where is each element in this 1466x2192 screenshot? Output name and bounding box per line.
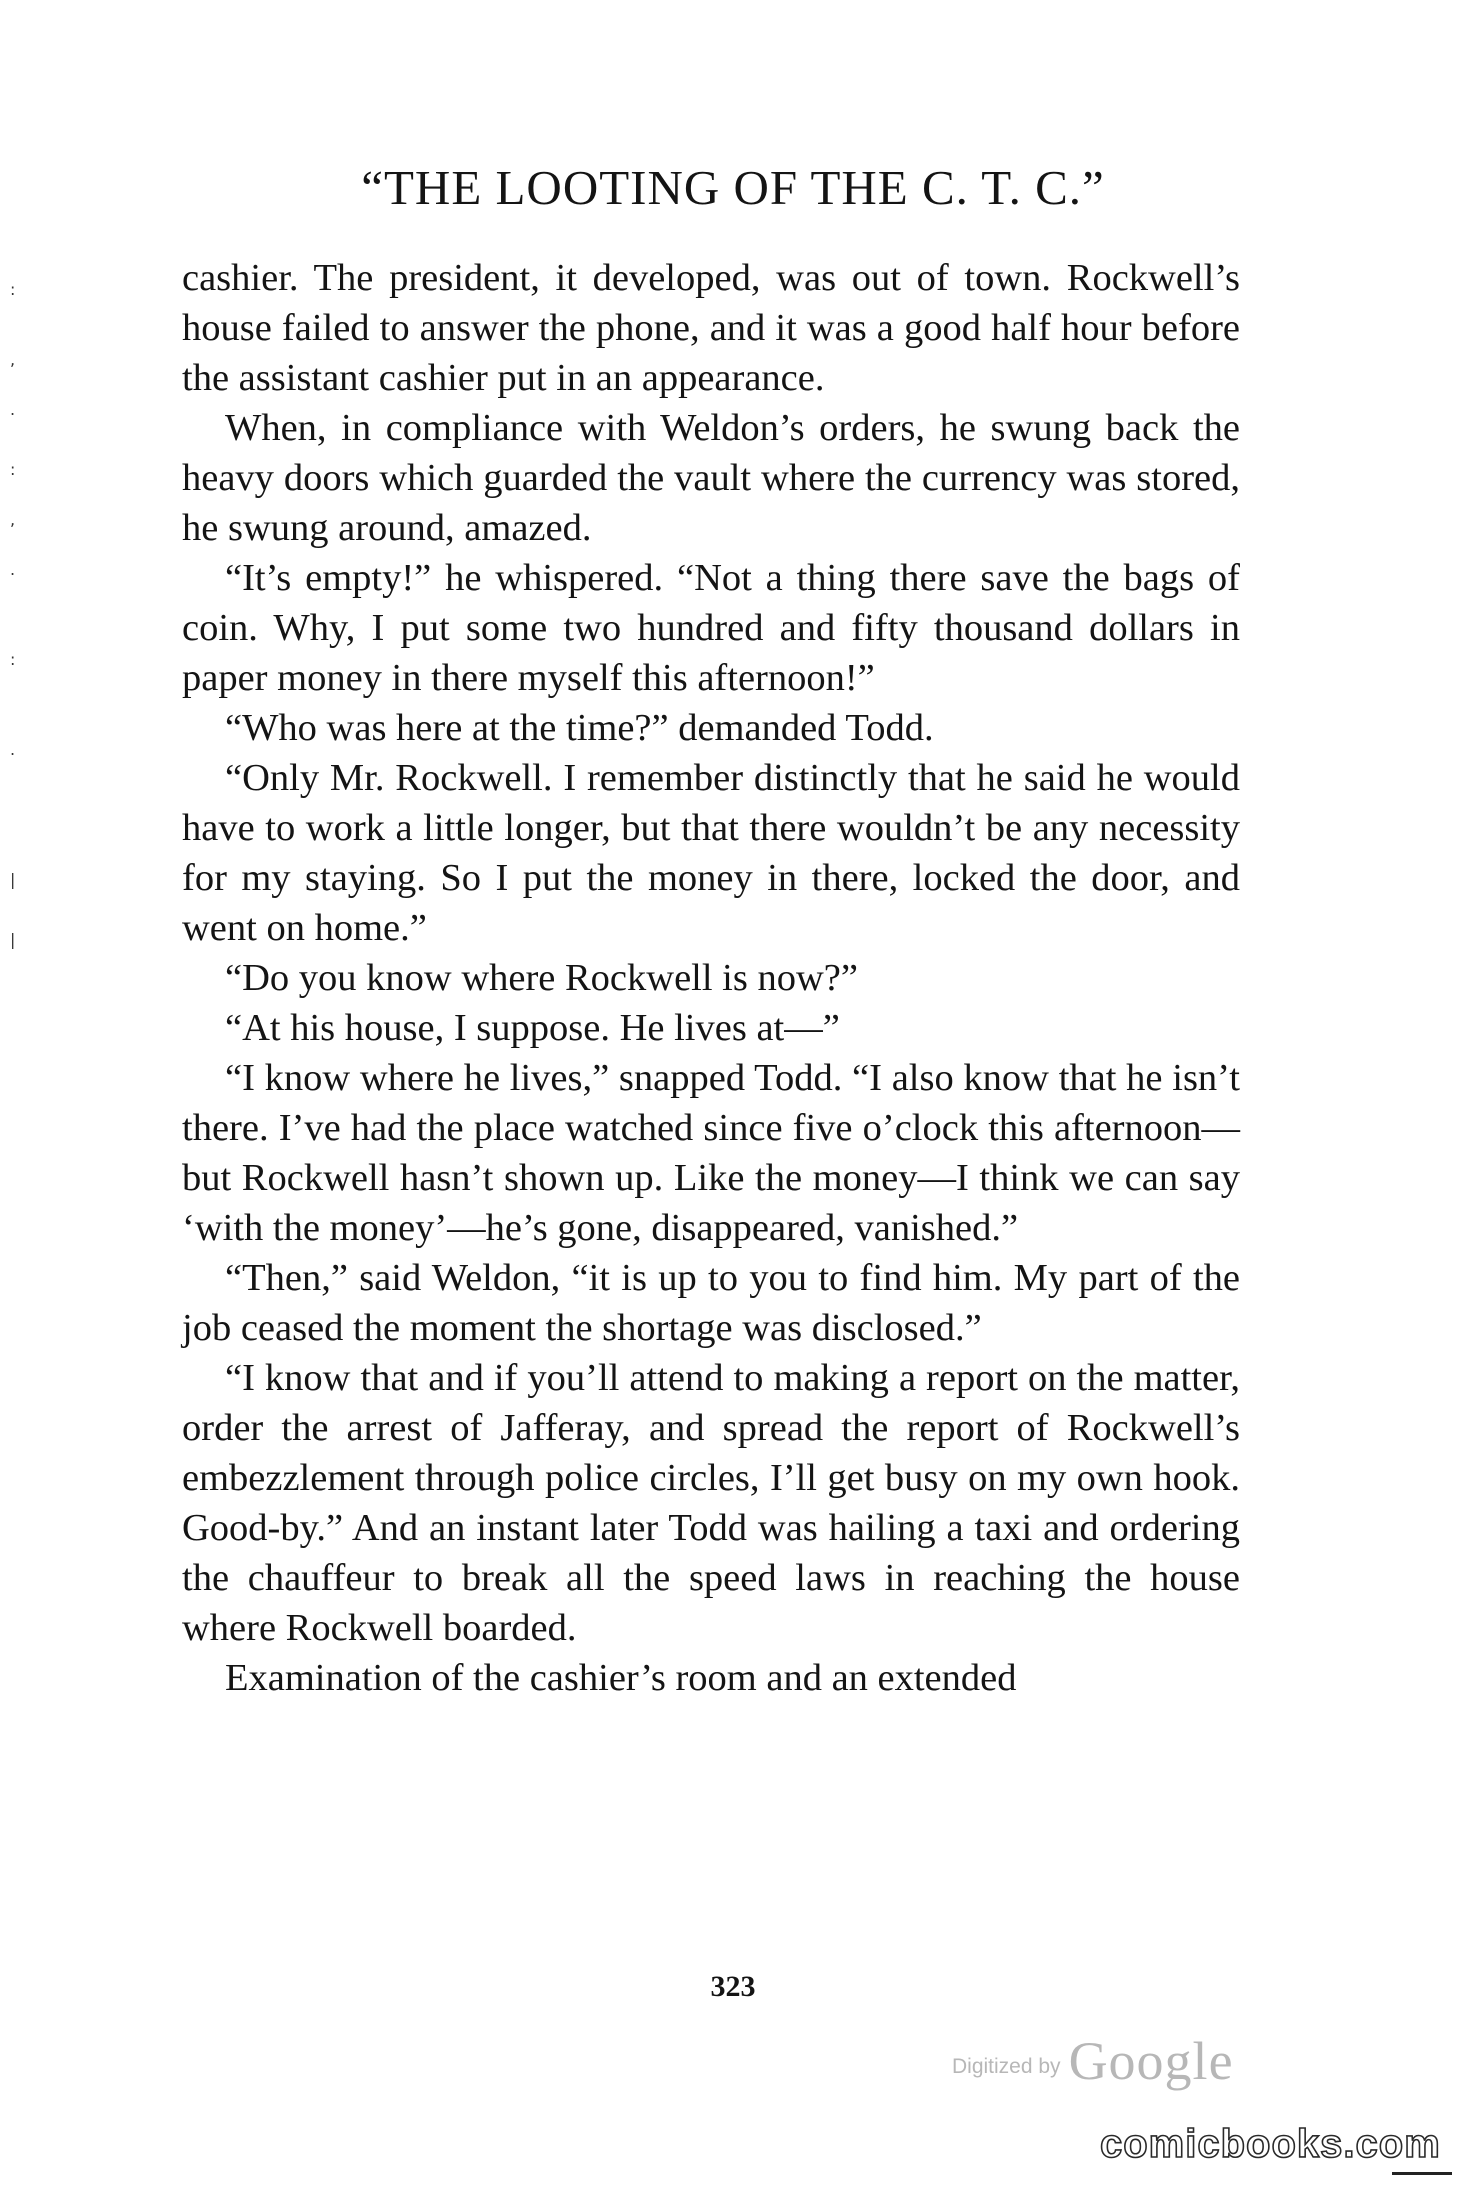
- running-title: “THE LOOTING OF THE C. T. C.”: [361, 160, 1105, 215]
- paragraph: “Who was here at the time?” demanded Todd.: [225, 707, 934, 749]
- paragraph: Examination of the cashier’s room and an extended: [225, 1657, 1017, 1699]
- paragraph: cashier. The president, it developed, was out of town. Rockwell’s house failed to answer the phone, and it was a good half hour before the assistant cashier put in an appearance.: [182, 257, 1240, 399]
- paragraph: “Then,” said Weldon, “it is up to you to find him. My part of the job ceased the moment the shortage was disclosed.”: [182, 1257, 1240, 1349]
- gutter-scan-marks: : , . : , . : . | |: [10, 280, 16, 949]
- digitized-prefix: Digitized by: [952, 2055, 1061, 2078]
- paragraph: “It’s empty!” he whispered. “Not a thing there save the bags of coin. Why, I put some two hundred and fifty thousand dollars in paper money in there myself this afternoon!”: [182, 557, 1240, 699]
- paragraph: “Do you know where Rockwell is now?”: [225, 957, 858, 999]
- paragraph: “Only Mr. Rockwell. I remember distinctly that he said he would have to work a little longer, but that there wouldn’t be any necessity for my staying. So I put the money in there, locked the door, and went on home.”: [182, 757, 1240, 949]
- paragraph: “I know that and if you’ll attend to making a report on the matter, order the arrest of Jafferay, and spread the report of Rockwell’s embezzlement through police circles, I’ll get busy on my own hook. Good-by.” And an instant later Todd was hailing a taxi and ordering the chauffeur to break all the speed laws in reaching the house where Rockwell boarded.: [182, 1357, 1240, 1649]
- edge-rule: [1392, 2172, 1452, 2175]
- site-watermark: comicbooks.com: [1100, 2122, 1441, 2166]
- digitized-by-stamp: [952, 2030, 1234, 2092]
- page-number: 323: [710, 1970, 756, 2003]
- paragraph: When, in compliance with Weldon’s orders, he swung back the heavy doors which guarded the vault where the currency was stored, he swung around, amazed.: [182, 407, 1240, 549]
- body-text: [182, 253, 1240, 1703]
- google-logo-text: Google: [1068, 2031, 1234, 2091]
- paragraph: “At his house, I suppose. He lives at—”: [225, 1007, 840, 1049]
- paragraph: “I know where he lives,” snapped Todd. “I also know that he isn’t there. I’ve had the place watched since five o’clock this afternoon—but Rockwell hasn’t shown up. Like the money—I think we can say ‘with the money’—he’s gone, disappeared, vanished.”: [182, 1057, 1240, 1249]
